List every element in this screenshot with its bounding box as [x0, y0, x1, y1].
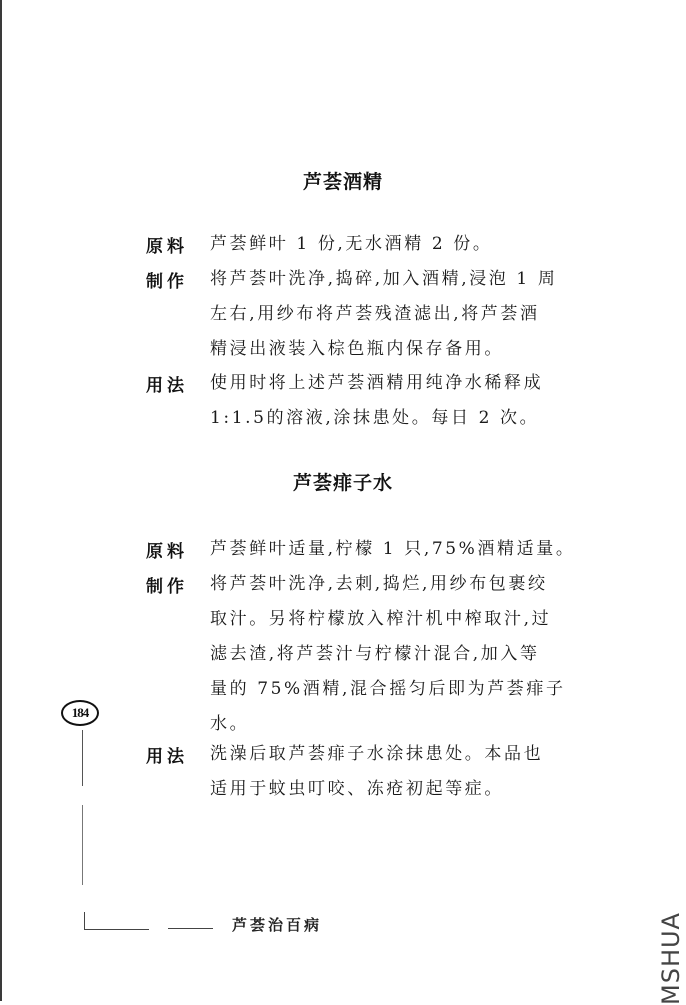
text-line: 左右,用纱布将芦荟残渣滤出,将芦荟酒 — [210, 304, 540, 324]
margin-rule-lower — [82, 805, 83, 885]
running-footer-book-title: 芦荟治百病 — [232, 916, 323, 934]
watermark: MSHUA — [657, 912, 685, 1005]
entry-text — [210, 366, 596, 436]
section-title-aloe-alcohol: 芦荟酒精 — [302, 171, 383, 193]
text-line: 1:1.5的溶液,涂抹患处。每日 2 次。 — [210, 408, 540, 428]
entry-ingredients — [146, 227, 596, 262]
entry-usage — [146, 737, 596, 807]
footer-rule — [168, 928, 213, 929]
text-line: 取汁。另将柠檬放入榨汁机中榨取汁,过 — [210, 609, 552, 629]
text-line: 精浸出液装入棕色瓶内保存备用。 — [210, 339, 504, 359]
entry-preparation — [146, 567, 596, 742]
margin-rule-upper — [82, 730, 83, 786]
entry-label: 用法 — [146, 747, 188, 767]
entry-ingredients — [146, 532, 596, 567]
entry-label: 用法 — [146, 376, 188, 396]
footer-corner-rule — [84, 912, 149, 930]
entry-label: 制作 — [146, 577, 188, 597]
entry-text — [210, 567, 596, 742]
entry-preparation — [146, 262, 596, 367]
entry-text — [210, 262, 596, 367]
entry-label: 制作 — [146, 272, 188, 292]
page-left-edge — [0, 0, 2, 1001]
text-line: 量的 75%酒精,混合摇匀后即为芦荟痱子 — [210, 679, 566, 699]
entry-text — [210, 737, 596, 807]
text-line: 芦荟鲜叶适量,柠檬 1 只,75%酒精适量。 — [210, 539, 576, 559]
entry-label: 原料 — [146, 237, 188, 257]
text-line: 使用时将上述芦荟酒精用纯净水稀释成 — [210, 373, 544, 393]
page-number-badge: 184 — [61, 700, 99, 726]
text-line: 滤去渣,将芦荟汁与柠檬汁混合,加入等 — [210, 644, 540, 664]
entry-text — [210, 532, 596, 567]
text-line: 芦荟鲜叶 1 份,无水酒精 2 份。 — [210, 234, 493, 254]
text-line: 将芦荟叶洗净,去刺,捣烂,用纱布包裹绞 — [210, 574, 548, 594]
entry-label: 原料 — [146, 542, 188, 562]
text-line: 洗澡后取芦荟痱子水涂抹患处。本品也 — [210, 744, 544, 764]
entry-text — [210, 227, 596, 262]
text-line: 水。 — [210, 714, 250, 734]
text-line: 将芦荟叶洗净,捣碎,加入酒精,浸泡 1 周 — [210, 269, 558, 289]
entry-usage — [146, 366, 596, 436]
section-title-aloe-prickly-heat-water: 芦荟痱子水 — [292, 472, 393, 494]
text-line: 适用于蚊虫叮咬、冻疮初起等症。 — [210, 779, 504, 799]
